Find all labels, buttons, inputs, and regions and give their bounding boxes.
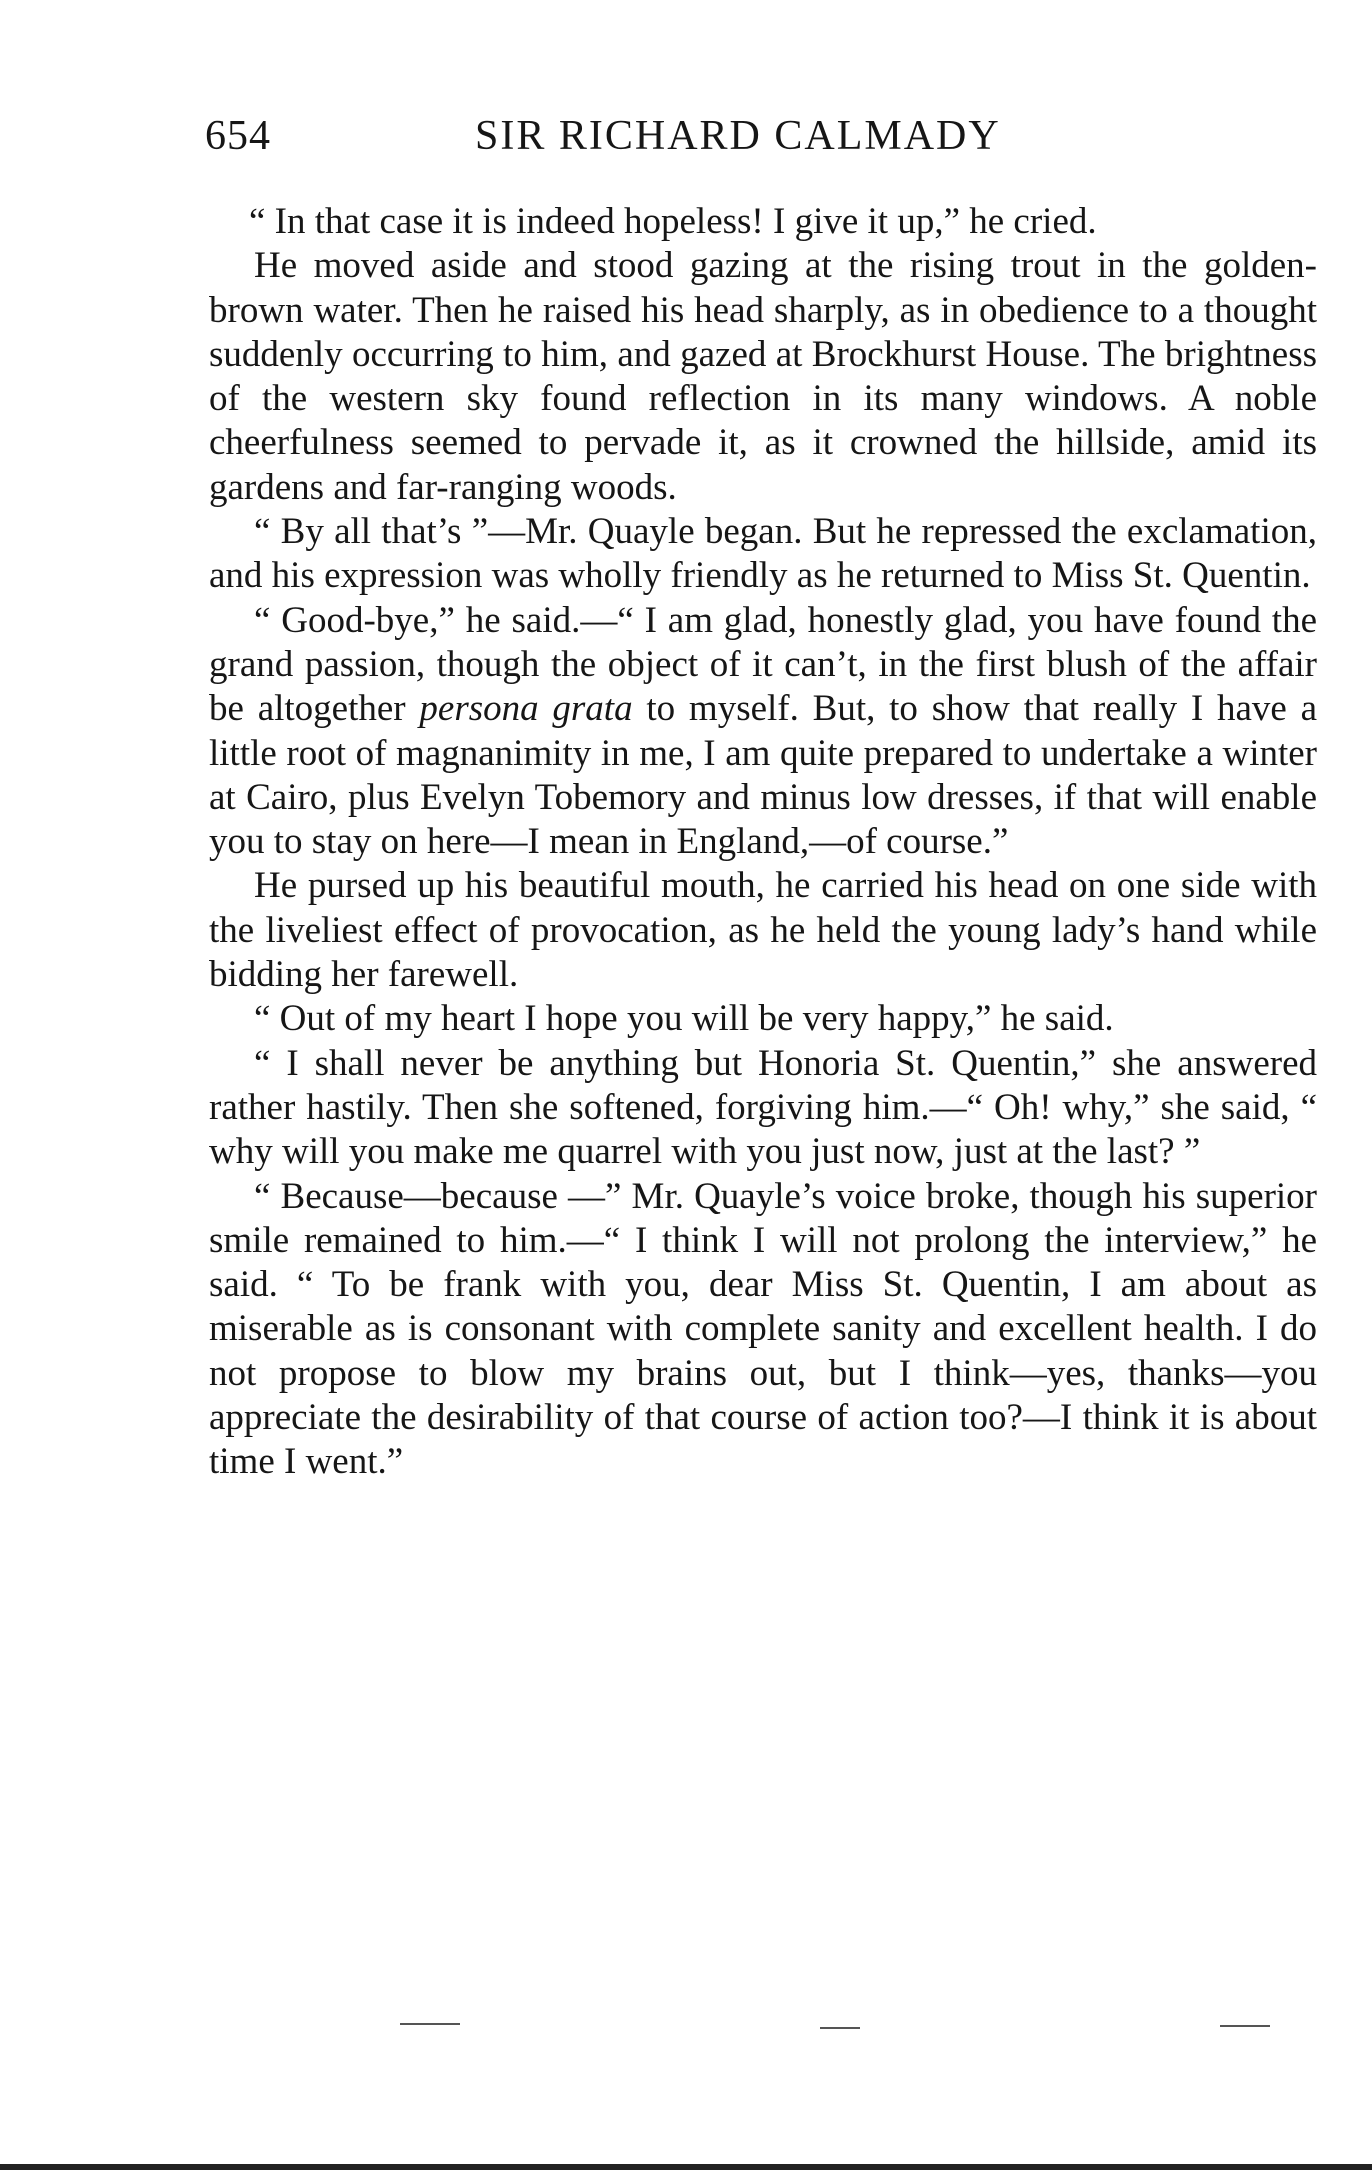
paragraph: “ In that case it is indeed hopeless! I give it up,” he cried. bbox=[249, 201, 1097, 242]
body-text bbox=[209, 200, 1317, 1485]
paragraph-text: to myself. But, to show that really I have a little root of magnanimity in me, I am quite prepared to undertake a winter at Cairo, plus Evelyn Tobemory and minus low dresses, if that will enable you to stay on here—I mean in England,—of course.” bbox=[209, 688, 1317, 863]
paragraph-text: “ Good-bye,” he said.—“ I am glad, honestly glad, you have found the grand passion, though the object of it can’t, in the first blush of the affair be altogether bbox=[209, 599, 1317, 730]
paragraph: “ By all that’s ”—Mr. Quayle began. But he repressed the exclamation, and his expression was wholly friendly as he returned to Miss St. Quentin. bbox=[209, 511, 1317, 597]
paragraph: “ Out of my heart I hope you will be very happy,” he said. bbox=[254, 998, 1114, 1040]
paragraph: “ Because—because —” Mr. Quayle’s voice broke, though his superior smile remained to him.—“ I think I will not prolong the interview,” he said. “ To be frank with you, dear Miss St. Quentin, I am about as miserable as is consonant with complete sanity and excellent health. I do not propose to blow my brains out, but I think—yes, thanks—you appreciate the desirability of that course of action too?—I think it is about time I went.” bbox=[209, 1175, 1317, 1483]
ink-speck bbox=[400, 2023, 460, 2025]
paragraph: “ I shall never be anything but Honoria St. Quentin,” she answered rather hastily. Then she softened, forgiving him.—“ Oh! why,” she said, “ why will you make me quarrel with you just now, just at the last? ” bbox=[209, 1042, 1317, 1173]
ink-speck bbox=[1220, 2025, 1270, 2027]
paragraph: He pursed up his beautiful mouth, he carried his head on one side with the liveliest effect of provocation, as he held the young lady’s hand while bidding her farewell. bbox=[209, 865, 1317, 996]
running-title: SIR RICHARD CALMADY bbox=[475, 113, 1001, 159]
paragraph: He moved aside and stood gazing at the rising trout in the golden-brown water. Then he raised his head sharply, as in obedience to a thought suddenly occurring to him, and gazed at Brockhurst House. The brightness of the western sky found reflection in its many windows. A noble cheerfulness seemed to pervade it, as it crowned the hillside, amid its gardens and far-ranging woods. bbox=[209, 245, 1317, 508]
paragraph bbox=[209, 599, 1317, 865]
page-header bbox=[205, 112, 1320, 172]
page-number: 654 bbox=[205, 113, 271, 159]
italic-phrase: persona grata bbox=[419, 688, 633, 730]
bottom-scan-edge bbox=[0, 2164, 1372, 2170]
ink-speck bbox=[820, 2027, 860, 2029]
